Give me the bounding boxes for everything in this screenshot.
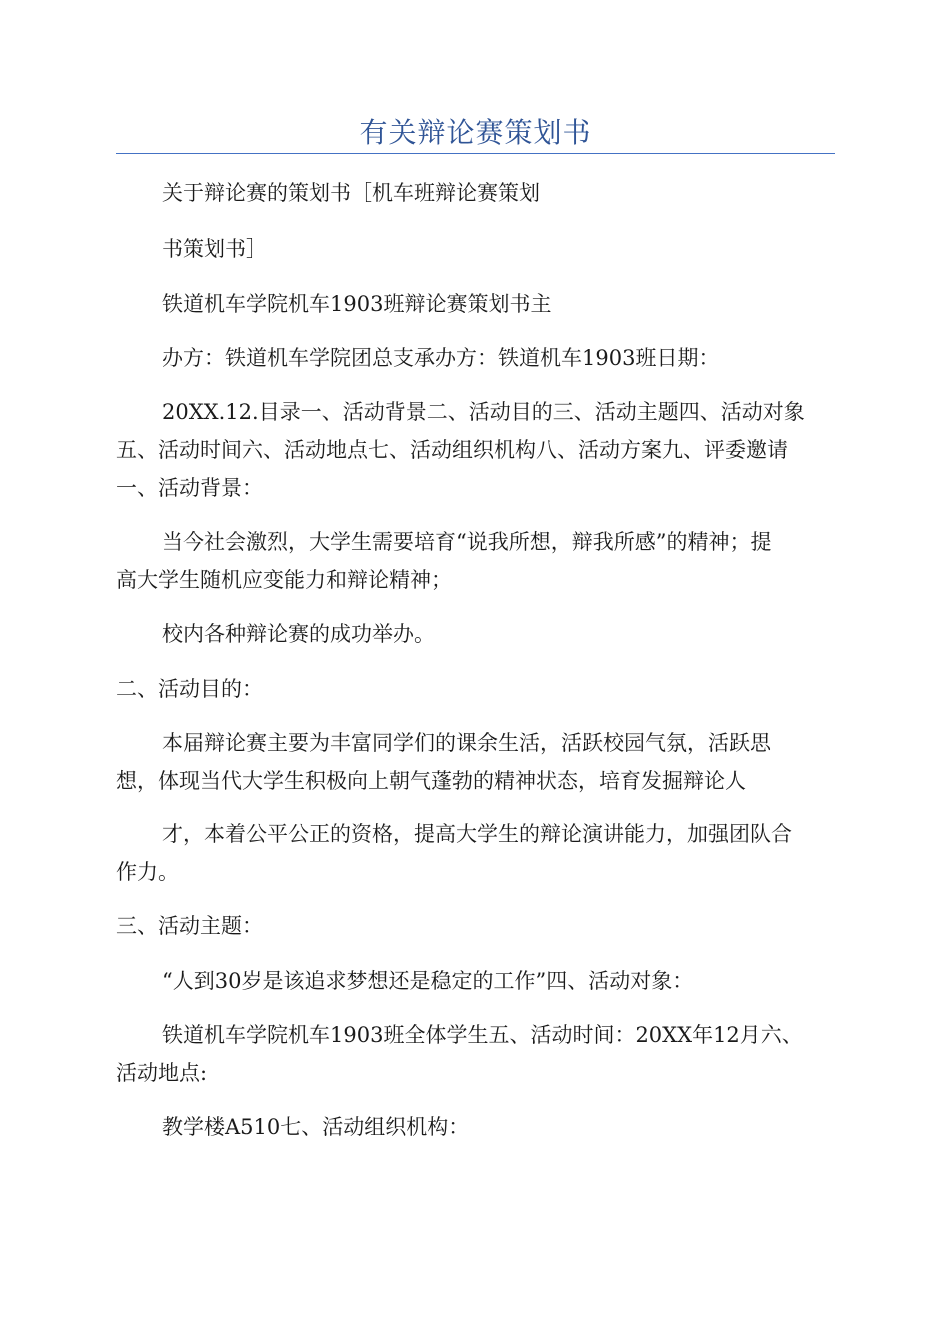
text-line: “人到30岁是该追求梦想还是稳定的工作”四、活动对象：	[162, 969, 694, 993]
text-line: 才，本着公平公正的资格，提高大学生的辩论演讲能力，加强团队合	[162, 822, 792, 846]
paragraph	[116, 615, 835, 653]
text-line: 作力。	[116, 860, 179, 884]
paragraph	[116, 174, 835, 212]
paragraph	[116, 1108, 835, 1146]
paragraph	[116, 339, 835, 377]
text-line: 本届辩论赛主要为丰富同学们的课余生活，活跃校园气氛，活跃思	[162, 731, 771, 755]
text-line: 当今社会激烈，大学生需要培育“说我所想，辩我所感”的精神；提	[162, 530, 772, 554]
text-line: 五、活动时间六、活动地点七、活动组织机构八、活动方案九、评委邀请	[116, 438, 788, 462]
paragraph	[116, 523, 835, 599]
paragraph	[116, 815, 835, 891]
text-line: 想，体现当代大学生积极向上朝气蓬勃的精神状态，培育发掘辩论人	[116, 769, 746, 793]
text-line: 办方：铁道机车学院团总支承办方：铁道机车1903班日期：	[162, 346, 720, 370]
text-line: 高大学生随机应变能力和辩论精神；	[116, 568, 452, 592]
title-underline	[116, 153, 835, 154]
document-title: 有关辩论赛策划书	[359, 116, 592, 149]
text-line: 三、活动主题：	[116, 914, 263, 938]
text-line: 20XX.12.目录一、活动背景二、活动目的三、活动主题四、活动对象	[162, 400, 805, 424]
paragraph	[116, 1016, 835, 1092]
text-line: 活动地点:	[116, 1061, 208, 1085]
paragraph	[116, 230, 835, 268]
paragraph	[116, 962, 835, 1000]
text-line: 一、活动背景：	[116, 476, 263, 500]
text-line: 铁道机车学院机车1903班辩论赛策划书主	[162, 292, 552, 316]
section-heading	[116, 907, 835, 945]
text-line: 教学楼A510七、活动组织机构：	[162, 1115, 470, 1139]
text-line: 关于辩论赛的策划书［机车班辩论赛策划	[162, 181, 540, 205]
paragraph	[116, 285, 835, 323]
paragraph	[116, 724, 835, 800]
section-heading	[116, 670, 835, 708]
text-line: 校内各种辩论赛的成功举办。	[162, 622, 435, 646]
text-line: 书策划书］	[162, 237, 267, 261]
text-line: 二、活动目的：	[116, 677, 263, 701]
paragraph	[116, 393, 835, 507]
text-line: 铁道机车学院机车1903班全体学生五、活动时间：20XX年12月六、	[162, 1023, 803, 1047]
